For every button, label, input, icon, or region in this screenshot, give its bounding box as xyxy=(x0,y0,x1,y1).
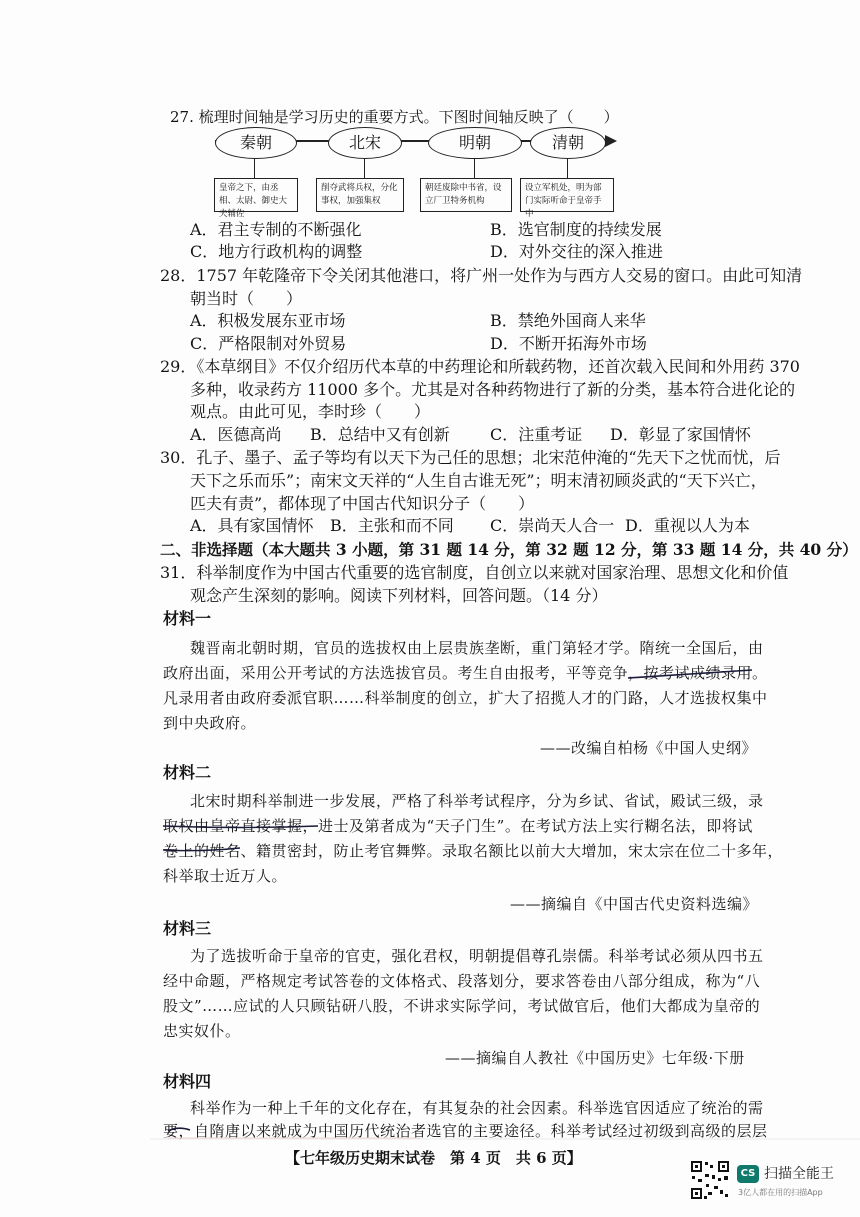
scanner-logo: CS xyxy=(737,1165,759,1183)
q30-line1: 30．孔子、墨子、孟子等均有以天下为己任的思想；北宋范仲淹的“先天下之忧而忧，后 xyxy=(160,448,781,467)
q28-line1: 28．1757 年乾隆帝下令关闭其他港口，将广州一处作为与西方人交易的窗口。由此可知清 xyxy=(160,266,803,285)
material2-line4: 科举取士近万人。 xyxy=(163,867,288,885)
material3-line4: 忠实奴仆。 xyxy=(163,1022,241,1040)
material1-line2: 政府出面，采用公开考试的方法选拔官员。考生自由报考，平等竞争，按考试成绩录用。 xyxy=(163,664,768,682)
q29-option-c: C．注重考证 xyxy=(490,425,583,444)
q27-option-b: B．选官制度的持续发展 xyxy=(490,220,662,239)
q30-option-d: D．重视以人为本 xyxy=(625,516,750,535)
timeline-era-qing: 清朝 xyxy=(530,127,606,159)
material2-source: ——摘编自《中国古代史资料选编》 xyxy=(510,895,759,913)
material3-line3: 股文”……应试的人只顾钻研八股，不讲求实际学问，考试做官后，他们大都成为皇帝的 xyxy=(163,997,761,1015)
q29-line2: 多种，收录药方 11000 多个。尤其是对各种药物进行了新的分类，基本符合进化论的 xyxy=(190,380,796,399)
q28-option-b: B．禁绝外国商人来华 xyxy=(490,311,646,330)
q28-option-d: D．不断开拓海外市场 xyxy=(490,334,647,353)
timeline-note-beisong: 削夺武将兵权，分化事权，加强集权 xyxy=(316,178,404,212)
q28-line2: 朝当时（ ） xyxy=(190,289,303,308)
q29-option-a: A．医德高尚 xyxy=(190,425,282,444)
timeline-note-qin: 皇帝之下，由丞相、太尉、御史大夫辅佐 xyxy=(214,178,298,212)
q28-option-a: A．积极发展东亚市场 xyxy=(190,311,346,330)
material1-line3: 凡录用者由政府委派官职……科举制度的创立，扩大了招揽人才的门路，人才选拔权集中 xyxy=(163,689,768,707)
q27-option-a: A．君主专制的不断强化 xyxy=(190,220,362,239)
material3-line2: 经中命题，严格规定考试答卷的文体格式、段落划分，要求答卷由八部分组成，称为“八 xyxy=(163,972,761,990)
material1-source: ——改编自柏杨《中国人史纲》 xyxy=(540,739,758,757)
material1-line4: 到中央政府。 xyxy=(163,714,257,732)
q29-line1: 29．《本草纲目》不仅介绍历代本草的中药理论和所载药物，还首次载入民间和外用药 370 xyxy=(160,357,800,376)
material2-line1: 北宋时期科举制进一步发展，严格了科举考试程序，分为乡试、省试，殿试三级，录 xyxy=(190,792,764,810)
timeline-note-qing: 设立军机处，明为部门实际听命于皇帝手中 xyxy=(520,178,614,212)
q29-option-d: D．彰显了家国情怀 xyxy=(610,425,751,444)
q30-option-a: A．具有家国情怀 xyxy=(190,516,314,535)
q30-line3: 匹夫有责”，都体现了中国古代知识分子（ ） xyxy=(190,494,535,513)
q27-option-d: D．对外交往的深入推进 xyxy=(490,242,663,261)
q29-line3: 观点。由此可见，李时珍（ ） xyxy=(190,402,431,421)
page-footer: 【七年级历史期末试卷 第 4 页 共 6 页】 xyxy=(285,1149,582,1167)
material3-source: ——摘编自人教社《中国历史》七年级·下册 xyxy=(445,1049,745,1067)
timeline-era-qin: 秦朝 xyxy=(215,127,297,159)
qr-code xyxy=(690,1160,730,1200)
q28-option-c: C．严格限制对外贸易 xyxy=(190,334,347,353)
q30-option-c: C．崇尚天人合一 xyxy=(490,516,615,535)
material1-line1: 魏晋南北朝时期，官员的选拔权由上层贵族垄断，重门第轻才学。隋统一全国后，由 xyxy=(190,639,764,657)
scanner-app-name: 扫描全能王 xyxy=(764,1166,834,1182)
q31-line1: 31．科举制度作为中国古代重要的选官制度，自创立以来就对国家治理、思想文化和价值 xyxy=(160,563,789,582)
scanner-tagline: 3亿人都在用的扫描App xyxy=(738,1188,823,1197)
material4-line2: 要，自隋唐以来就成为中国历代统治者选官的主要途径。科举考试经过初级到高级的层层 xyxy=(163,1122,768,1140)
material3-title: 材料三 xyxy=(163,919,212,938)
material3-line1: 为了选拔听命于皇帝的官吏，强化君权，明朝提倡尊孔崇儒。科举考试必须从四书五 xyxy=(190,947,764,965)
q30-line2: 天下之乐而乐”；南宋文天祥的“人生自古谁无死”；明末清初顾炎武的“天下兴亡， xyxy=(190,471,767,490)
material4-line1: 科举作为一种上千年的文化存在，有其复杂的社会因素。科举选官因适应了统治的需 xyxy=(190,1099,764,1117)
q31-line2: 观念产生深刻的影响。阅读下列材料，回答问题。（14 分） xyxy=(190,586,608,605)
material2-title: 材料二 xyxy=(163,763,212,782)
material1-title: 材料一 xyxy=(163,609,212,628)
q27-stem: 27. 梳理时间轴是学习历史的重要方式。下图时间轴反映了（ ） xyxy=(170,108,619,126)
q29-option-b: B．总结中又有创新 xyxy=(310,425,450,444)
material2-line3: 卷上的姓名、籍贯密封，防止考官舞弊。录取名额比以前大大增加，宋太宗在位二十多年， xyxy=(163,842,784,860)
material2-line2: 取权由皇帝直接掌握，进士及第者成为“天子门生”。在考试方法上实行糊名法，即将试 xyxy=(163,817,753,835)
timeline-note-ming: 朝廷废除中书省，设立厂卫特务机构 xyxy=(420,178,512,212)
section-heading-nonchoice: 二、非选择题（本大题共 3 小题，第 31 题 14 分，第 32 题 12 分，第 33 题 14 分，共 40 分） xyxy=(160,540,858,559)
timeline-era-beisong: 北宋 xyxy=(328,127,402,159)
q27-option-c: C．地方行政机构的调整 xyxy=(190,242,363,261)
material4-title: 材料四 xyxy=(163,1072,212,1091)
timeline-era-ming: 明朝 xyxy=(428,127,522,159)
q30-option-b: B．主张和而不同 xyxy=(330,516,454,535)
